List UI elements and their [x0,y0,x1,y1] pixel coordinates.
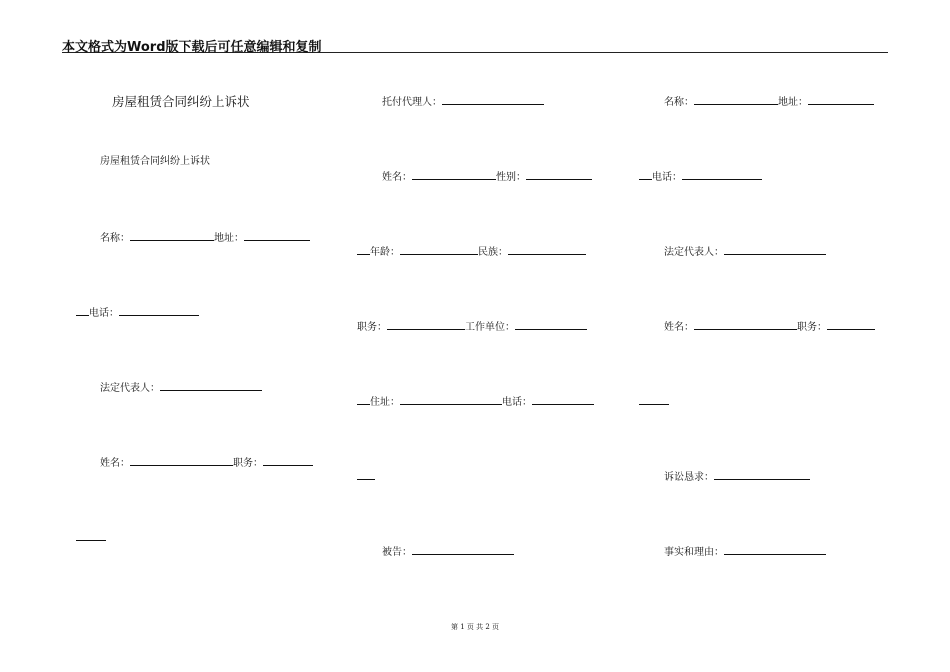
job-label: 职务： [357,322,387,333]
appellant-phone-line [76,304,199,321]
agent-continuation-line [357,468,375,485]
defendant-phone-line [639,168,762,185]
agent-address-label: 住址： [370,397,400,408]
facts-label: 事实和理由： [664,547,724,558]
address-blank[interactable] [244,229,310,241]
age-blank[interactable] [400,243,478,255]
defendant-name-blank[interactable] [694,93,778,105]
agent-job-workplace-line [357,318,587,335]
defendant-legal-rep-line [664,243,826,260]
agent-phone-blank[interactable] [532,393,594,405]
agent-blank[interactable] [442,93,544,105]
page-footer: 第 1 页 共 2 页 [450,623,500,631]
person-name-label: 姓名： [100,458,130,469]
position-blank[interactable] [263,454,313,466]
agent-name-blank[interactable] [412,168,496,180]
defendant-position-label: 职务： [797,322,827,333]
appellant-continuation-line [76,529,106,546]
address-prefix-blank[interactable] [357,393,370,405]
defendant-person-name-label: 姓名： [664,322,694,333]
agent-name-gender-line [382,168,592,185]
claims-label: 诉讼恳求： [664,472,714,483]
document-title: 房屋租赁合同纠纷上诉状 [112,94,250,109]
defendant-address-blank[interactable] [808,93,874,105]
appellant-legal-rep-line [100,379,262,396]
address-label: 地址： [214,233,244,244]
defendant-continuation-line [639,393,669,410]
subtitle-text: 房屋租赁合同纠纷上诉状 [100,156,210,167]
defendant-phone-label: 电话： [652,172,682,183]
agent-age-ethnicity-line [357,243,586,260]
phone-blank[interactable] [119,304,199,316]
workplace-blank[interactable] [515,318,587,330]
defendant-person-position-line [664,318,875,335]
agent-line [382,93,544,110]
appellant-name-address-line [100,229,310,246]
agent-phone-label: 电话： [502,397,532,408]
facts-line [664,543,826,560]
ethnicity-blank[interactable] [508,243,586,255]
age-prefix-blank[interactable] [357,243,370,255]
defendant-address-label: 地址： [778,97,808,108]
document-subtitle [100,155,210,169]
defendant-line [382,543,514,560]
legal-rep-label: 法定代表人： [100,383,160,394]
position-label: 职务： [233,458,263,469]
agent-name-label: 姓名： [382,172,412,183]
defendant-phone-prefix-blank[interactable] [639,168,652,180]
appellant-person-position-line [100,454,313,471]
defendant-blank[interactable] [412,543,514,555]
defendant-continuation-blank[interactable] [639,393,669,405]
name-label: 名称： [100,233,130,244]
defendant-name-address-line [664,93,874,110]
age-label: 年龄： [370,247,400,258]
phone-prefix-blank[interactable] [76,304,89,316]
defendant-label: 被告： [382,547,412,558]
claims-line [664,468,810,485]
defendant-person-name-blank[interactable] [694,318,797,330]
name-blank[interactable] [130,229,214,241]
gender-blank[interactable] [526,168,592,180]
defendant-position-blank[interactable] [827,318,875,330]
agent-address-phone-line [357,393,594,410]
defendant-name-label: 名称： [664,97,694,108]
defendant-legal-rep-label: 法定代表人： [664,247,724,258]
agent-address-blank[interactable] [400,393,502,405]
legal-rep-blank[interactable] [160,379,262,391]
ethnicity-label: 民族： [478,247,508,258]
defendant-phone-blank[interactable] [682,168,762,180]
workplace-label: 工作单位： [465,322,515,333]
agent-label: 托付代理人： [382,97,442,108]
gender-label: 性别： [496,172,526,183]
defendant-legal-rep-blank[interactable] [724,243,826,255]
person-name-blank[interactable] [130,454,233,466]
header-text: 本文格式为Word版下载后可任意编辑和复制 [62,40,322,55]
agent-continuation-blank[interactable] [357,468,375,480]
job-blank[interactable] [387,318,465,330]
facts-blank[interactable] [724,543,826,555]
claims-blank[interactable] [714,468,810,480]
phone-label: 电话： [89,308,119,319]
continuation-blank[interactable] [76,529,106,541]
